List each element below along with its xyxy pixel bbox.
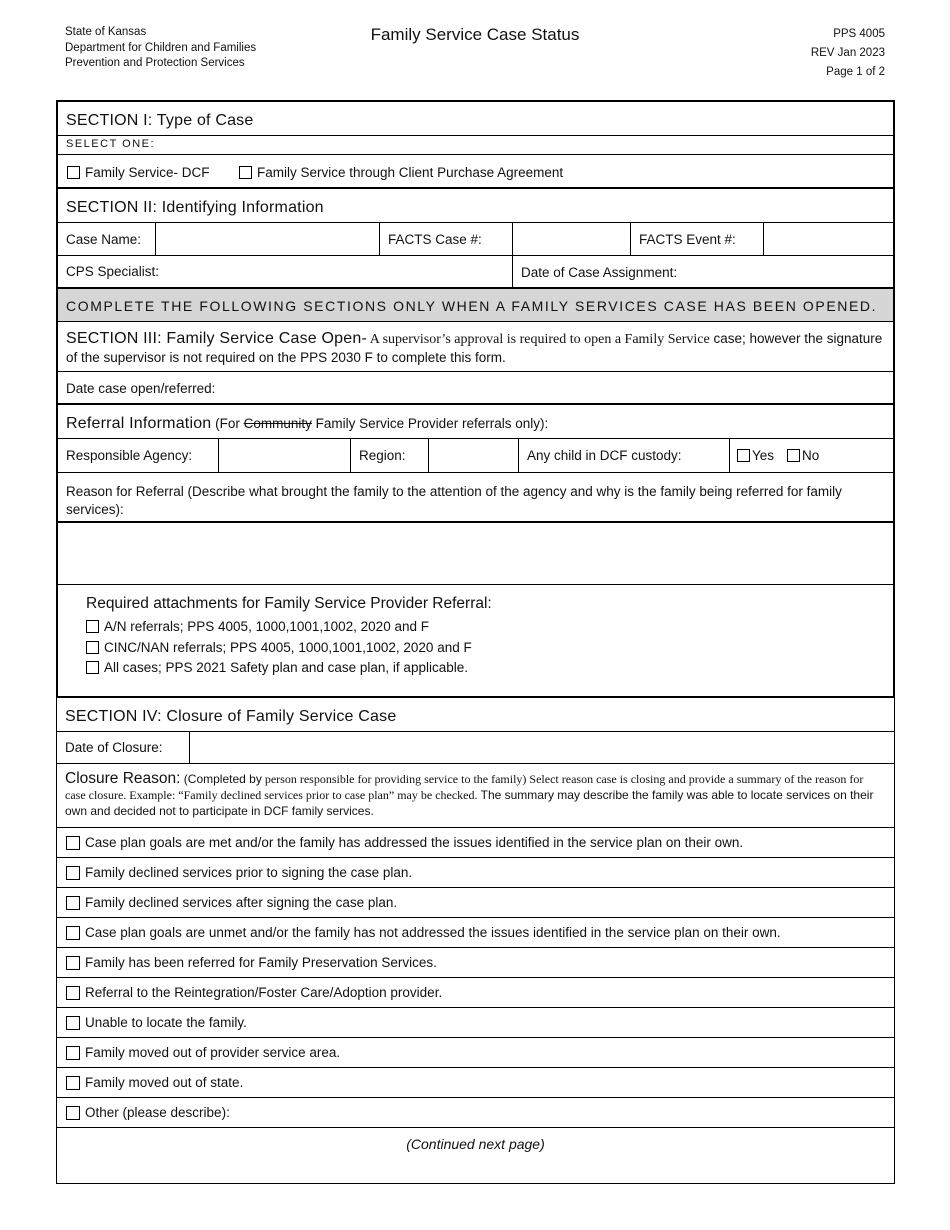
checkbox-attachment-an[interactable] — [86, 620, 99, 633]
checkbox-reason-moved-area[interactable] — [66, 1046, 80, 1060]
region-label: Region: — [350, 439, 428, 472]
checkbox-reason-other[interactable] — [66, 1106, 80, 1120]
section1-header — [56, 100, 895, 135]
section3-title: SECTION III: Family Service Case Open- — [66, 330, 368, 347]
reason-reintegration[interactable] — [56, 977, 895, 1007]
attachment-all-label: All cases; PPS 2021 Safety plan and case plan, if applicable. — [104, 660, 468, 675]
referral-title: Referral Information — [66, 415, 212, 432]
responsible-agency-label: Responsible Agency: — [66, 448, 193, 463]
section4-title: SECTION IV: Closure of Family Service Case — [65, 708, 397, 725]
case-name-label: Case Name: — [66, 231, 142, 247]
referral-note-prefix: (For — [211, 416, 244, 431]
date-closure-label: Date of Closure: — [65, 740, 163, 755]
facts-event-input[interactable] — [763, 223, 895, 255]
reason-declined-after[interactable] — [56, 887, 895, 917]
facts-case-input[interactable] — [512, 223, 630, 255]
reason-other[interactable] — [56, 1097, 895, 1127]
closure-reason-text-2: person responsible for providing service to the family) Select reason case is closing and provide a summary of the reason for case closure. Example: “Family declined services prior to case plan” may be checked. — [65, 772, 864, 802]
checkbox-reason-goals-met[interactable] — [66, 836, 80, 850]
reason-other-label: Other (please describe): — [85, 1105, 230, 1120]
form-body — [56, 100, 895, 1184]
reason-goals-unmet[interactable] — [56, 917, 895, 947]
date-open-row — [56, 371, 895, 404]
form-id-block — [811, 25, 885, 82]
section4-header — [56, 696, 895, 731]
reason-declined-after-label: Family declined services after signing the case plan. — [85, 895, 398, 910]
reason-goals-met[interactable] — [56, 827, 895, 857]
reason-referral-row — [56, 472, 895, 522]
page-number: Page 1 of 2 — [826, 66, 885, 78]
option-cpa-label: Family Service through Client Purchase Agreement — [257, 165, 564, 180]
reason-goals-met-label: Case plan goals are met and/or the family has addressed the issues identified in the service plan on their own. — [85, 835, 744, 850]
reason-moved-state[interactable] — [56, 1067, 895, 1097]
reason-goals-unmet-label: Case plan goals are unmet and/or the family has not addressed the issues identified in the service plan on their own. — [85, 925, 781, 940]
case-type-row — [56, 154, 895, 188]
closure-reason-text — [57, 764, 894, 819]
form-id: PPS 4005 — [833, 28, 885, 40]
date-assignment-field[interactable]: Date of Case Assignment: — [512, 256, 895, 288]
date-closure-input[interactable] — [189, 732, 894, 763]
reason-preservation-label: Family has been referred for Family Preservation Services. — [85, 955, 437, 970]
closure-reason-label: Closure Reason: — [65, 770, 181, 787]
referral-note-strike: Community — [243, 416, 312, 431]
agency-line-state: State of Kansas — [65, 26, 147, 38]
attachment-an[interactable] — [86, 619, 429, 634]
reason-moved-state-label: Family moved out of state. — [85, 1075, 244, 1090]
checkbox-reason-goals-unmet[interactable] — [66, 926, 80, 940]
banner-text: COMPLETE THE FOLLOWING SECTIONS ONLY WHEN A FAMILY SERVICES CASE HAS BEEN OPENED. — [66, 298, 878, 314]
section3-note-2: case; however the signature of the supervisor is not required on the PPS 2030 F to complete this form. — [66, 331, 883, 365]
checkbox-reason-reintegration[interactable] — [66, 986, 80, 1000]
reason-declined-before-label: Family declined services prior to signing the case plan. — [85, 865, 413, 880]
checkbox-attachment-cinc[interactable] — [86, 641, 99, 654]
reason-unable-locate-label: Unable to locate the family. — [85, 1015, 247, 1030]
cps-specialist-field[interactable]: CPS Specialist: — [66, 264, 160, 279]
custody-label: Any child in DCF custody: — [518, 439, 729, 472]
checkbox-client-purchase-agreement[interactable] — [239, 166, 252, 179]
form-title: Family Service Case Status — [370, 25, 580, 44]
case-name-input[interactable] — [155, 223, 379, 255]
agency-line-department: Department for Children and Families — [65, 41, 257, 54]
checkbox-custody-no[interactable] — [787, 449, 800, 462]
attachments-title: Required attachments for Family Service Provider Referral: — [86, 595, 492, 612]
checkbox-reason-unable-locate[interactable] — [66, 1016, 80, 1030]
reason-reintegration-label: Referral to the Reintegration/Foster Care/Adoption provider. — [85, 985, 443, 1000]
agency-line-division: Prevention and Protection Services — [65, 57, 245, 69]
reason-declined-before[interactable] — [56, 857, 895, 887]
custody-options — [729, 439, 895, 472]
section3-header — [56, 321, 895, 371]
option-dcf[interactable] — [67, 165, 210, 180]
checkbox-attachment-all[interactable] — [86, 661, 99, 674]
referral-note-suffix: Family Service Provider referrals only): — [311, 416, 549, 431]
option-cpa[interactable] — [239, 165, 563, 180]
date-open-field[interactable]: Date case open/referred: — [66, 380, 216, 396]
form-revision: REV Jan 2023 — [810, 47, 885, 59]
section2-title: SECTION II: Identifying Information — [66, 199, 324, 216]
checkbox-reason-preservation[interactable] — [66, 956, 80, 970]
reason-moved-area[interactable] — [56, 1037, 895, 1067]
reason-unable-locate[interactable] — [56, 1007, 895, 1037]
section2-header — [56, 187, 895, 222]
referral-title-line — [58, 405, 893, 433]
region-input[interactable] — [428, 439, 518, 472]
closure-reason-row — [56, 763, 895, 827]
custody-yes-label: Yes — [752, 448, 775, 463]
identifying-row-1 — [56, 222, 895, 255]
closure-reason-text-3: The summary may describe the family was able to locate services on their own and decided not to participate in DCF family services. — [65, 788, 874, 818]
reason-preservation[interactable] — [56, 947, 895, 977]
reason-moved-area-label: Family moved out of provider service area. — [85, 1045, 341, 1060]
attachment-cinc[interactable] — [86, 640, 472, 655]
checkbox-reason-moved-state[interactable] — [66, 1076, 80, 1090]
select-one-label: SELECT ONE: — [66, 138, 156, 150]
referral-header — [56, 403, 895, 438]
reason-referral-label: Reason for Referral (Describe what brought the family to the attention of the agency and why is the family being referred for family services): — [66, 484, 842, 517]
reason-referral-input[interactable] — [56, 521, 895, 584]
opened-case-banner — [56, 287, 895, 321]
facts-case-label: FACTS Case #: — [379, 223, 512, 255]
custody-no-label: No — [802, 448, 820, 463]
facts-event-label: FACTS Event #: — [630, 223, 763, 255]
checkbox-reason-declined-before[interactable] — [66, 866, 80, 880]
checkbox-reason-declined-after[interactable] — [66, 896, 80, 910]
section1-title: SECTION I: Type of Case — [66, 112, 254, 129]
closure-reason-text-1: (Completed by — [180, 772, 262, 786]
referral-agency-row — [56, 438, 895, 472]
responsible-agency-input[interactable] — [218, 439, 350, 472]
attachment-cinc-label: CINC/NAN referrals; PPS 4005, 1000,1001,1002, 2020 and F — [104, 640, 472, 655]
select-one-row — [56, 135, 895, 154]
checkbox-custody-yes[interactable] — [737, 449, 750, 462]
continued-row — [56, 1127, 895, 1184]
attachments-block — [56, 584, 895, 698]
date-closure-row — [56, 731, 895, 763]
section3-note-1: A supervisor’s approval is required to open a Family Service — [367, 332, 710, 347]
identifying-row-2 — [56, 255, 895, 288]
continued-note: (Continued next page) — [406, 1136, 545, 1152]
option-dcf-label: Family Service- DCF — [85, 165, 210, 180]
section3-text — [58, 322, 893, 367]
checkbox-family-service-dcf[interactable] — [67, 166, 80, 179]
attachment-all[interactable] — [86, 660, 468, 675]
attachment-an-label: A/N referrals; PPS 4005, 1000,1001,1002, 2020 and F — [104, 619, 429, 634]
